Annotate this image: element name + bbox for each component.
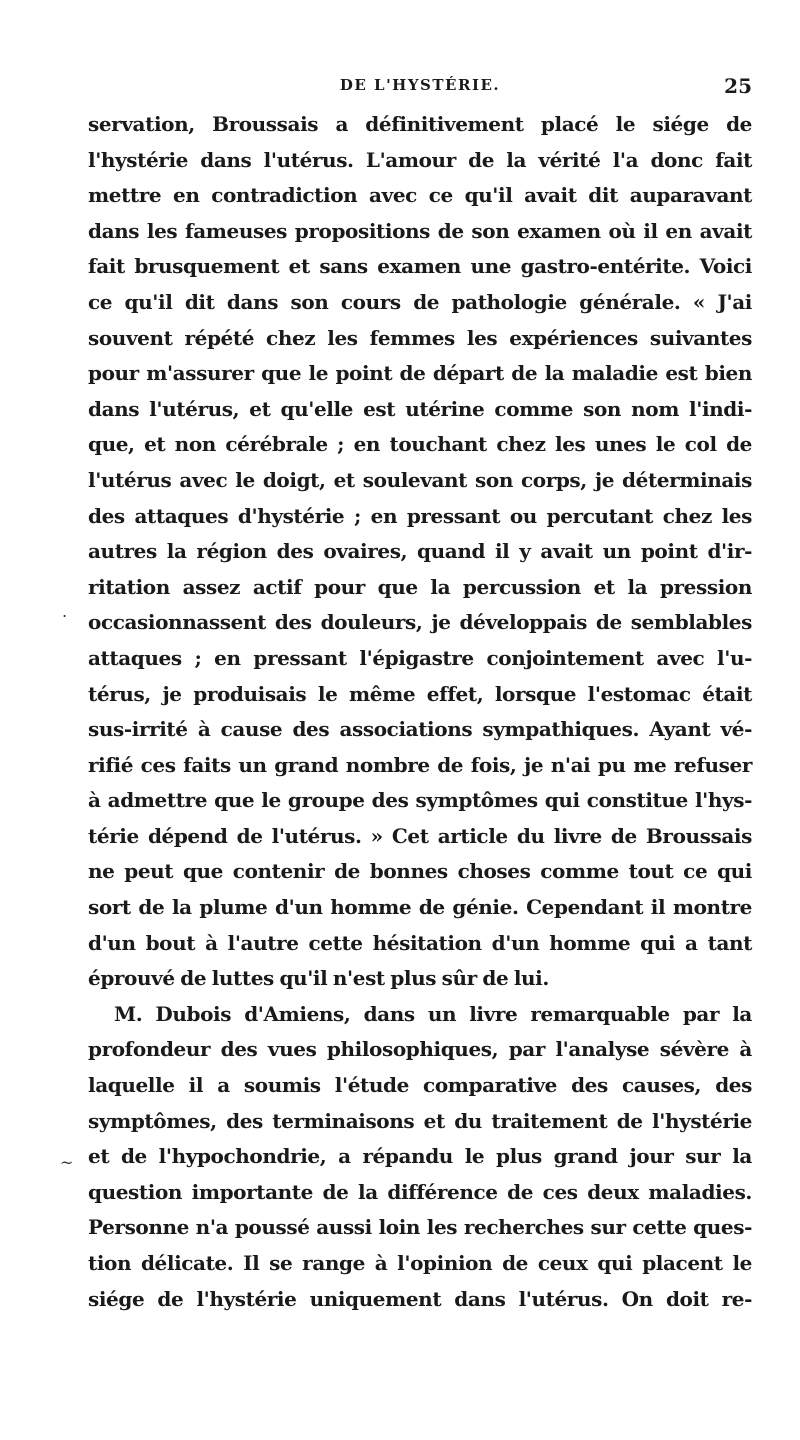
text-line: sort de la plume d'un homme de génie. Cependant il montre [88,895,752,920]
text-line: ne peut que contenir de bonnes choses comme tout ce qui [88,859,752,884]
text-line: l'hystérie dans l'utérus. L'amour de la vérité l'a donc fait [88,147,752,172]
text-line: et de l'hypochondrie, a répandu le plus grand jour sur la [88,1144,752,1169]
text-line: mettre en contradiction avec ce qu'il avait dit auparavant [88,183,752,208]
text-line: que, et non cérébrale ; en touchant chez les unes le col de [88,432,752,457]
text-line: Personne n'a poussé aussi loin les recherches sur cette ques- [88,1215,752,1240]
text-line: servation, Broussais a définitivement placé le siége de [88,112,752,136]
text-line-paragraph-start: M. Dubois d'Amiens, dans un livre remarquable par la [114,1001,752,1026]
text-line: occasionnassent des douleurs, je développais de semblables [88,610,752,635]
text-line: térus, je produisais le même effet, lorsque l'estomac était [88,681,752,706]
text-line: térie dépend de l'utérus. » Cet article du livre de Broussais [88,823,752,848]
text-line: symptômes, des terminaisons et du traitement de l'hystérie [88,1108,752,1133]
text-line: attaques ; en pressant l'épigastre conjointement avec l'u- [88,645,752,670]
body-text [88,107,752,1317]
text-line: tion délicate. Il se range à l'opinion de ceux qui placent le [88,1251,752,1275]
text-line: des attaques d'hystérie ; en pressant ou percutant chez les [88,503,752,528]
text-line: siége de l'hystérie uniquement dans l'utérus. On doit re- [88,1286,752,1311]
running-head [88,74,752,98]
text-line: d'un bout à l'autre cette hésitation d'un homme qui a tant [88,930,752,955]
text-line: laquelle il a soumis l'étude comparative des causes, des [88,1073,752,1098]
text-line: profondeur des vues philosophiques, par l'analyse sévère à [88,1037,752,1062]
text-line-paragraph-end: éprouvé de luttes qu'il n'est plus sûr de lui. [88,966,549,991]
text-line: ritation assez actif pour que la percussion et la pression [88,574,752,599]
text-line: ce qu'il dit dans son cours de pathologie générale. « J'ai [88,289,752,314]
text-line: à admettre que le groupe des symptômes qui constitue l'hys- [88,788,752,813]
text-line: fait brusquement et sans examen une gastro-entérite. Voici [88,254,752,279]
text-line: dans l'utérus, et qu'elle est utérine comme son nom l'indi- [88,396,752,421]
running-title: DE L'HYSTÉRIE. [339,76,501,94]
text-line: l'utérus avec le doigt, et soulevant son corps, je déterminais [88,467,752,492]
text-line: sus-irrité à cause des associations sympathiques. Ayant vé- [88,717,752,742]
text-line: dans les fameuses propositions de son examen où il en avait [88,218,752,243]
text-line: rifié ces faits un grand nombre de fois, je n'ai pu me refuser [88,752,752,777]
text-line: pour m'assurer que le point de départ de la maladie est bien [88,361,752,386]
text-line: autres la région des ovaires, quand il y avait un point d'ir- [88,539,752,564]
text-line: question importante de la différence de ces deux maladies. [88,1179,752,1204]
margin-dot-mark: . [62,602,68,621]
text-line: souvent répété chez les femmes les expériences suivantes [88,325,752,350]
margin-tilde-mark: ~ [60,1153,74,1172]
page-number: 25 [724,74,752,98]
